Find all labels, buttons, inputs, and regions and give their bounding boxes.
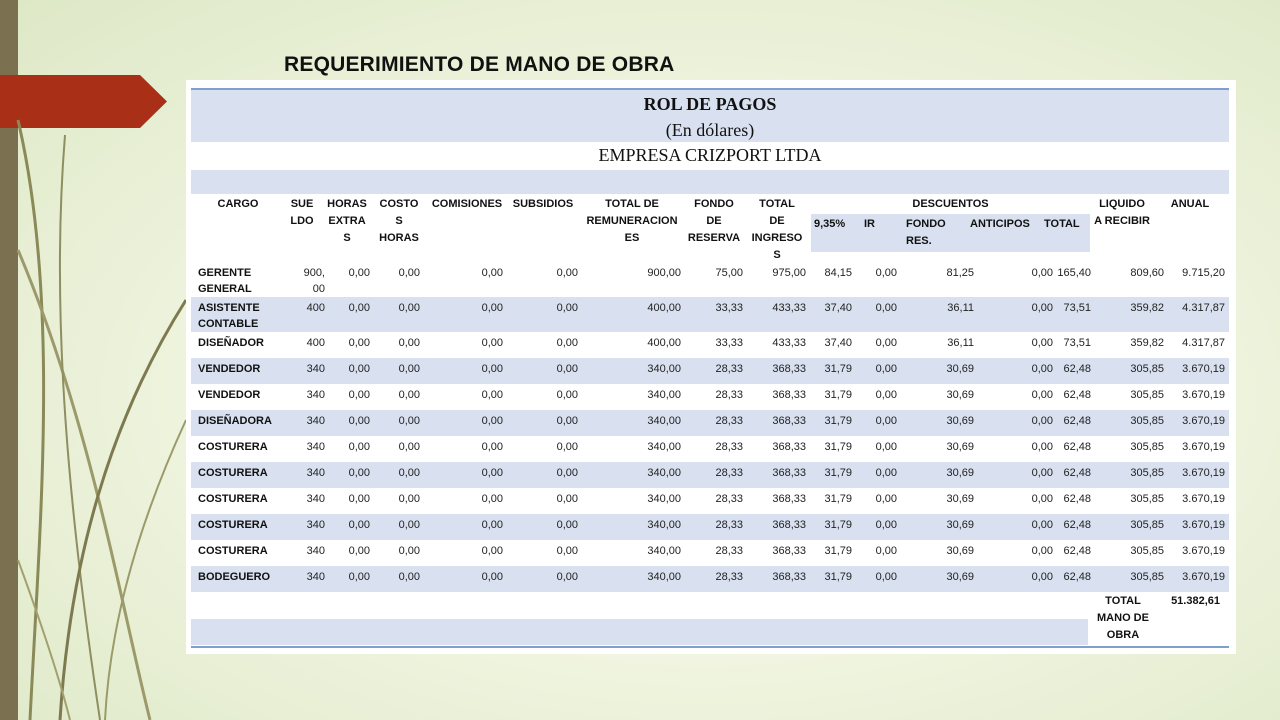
header-total-remuneraciones: TOTAL DE REMUNERACION ES bbox=[586, 198, 678, 244]
cell-value: 0,00 bbox=[348, 519, 370, 531]
cell-value: 0,00 bbox=[556, 302, 578, 314]
header-costo-horas: COSTO S HORAS bbox=[379, 198, 419, 244]
cell-value: 359,82 bbox=[1130, 337, 1164, 349]
cell-value: 340,00 bbox=[647, 363, 681, 375]
cell-value: 0,00 bbox=[875, 519, 897, 531]
cell-value: 3.670,19 bbox=[1182, 415, 1225, 427]
cell-value: 3.670,19 bbox=[1182, 493, 1225, 505]
cell-value: 37,40 bbox=[824, 337, 852, 349]
cell-value: 305,85 bbox=[1130, 519, 1164, 531]
cell-value: 368,33 bbox=[772, 363, 806, 375]
cell-value: 0,00 bbox=[398, 467, 420, 479]
cell-value: 0,00 bbox=[556, 363, 578, 375]
cell-value: 368,33 bbox=[772, 493, 806, 505]
cell-value: 0,00 bbox=[556, 493, 578, 505]
table-row bbox=[191, 358, 1229, 384]
cell-value: 3.670,19 bbox=[1182, 545, 1225, 557]
cell-value: 305,85 bbox=[1130, 571, 1164, 583]
cell-value: 340,00 bbox=[647, 389, 681, 401]
header-sueldo: SUE LDO bbox=[290, 198, 314, 227]
table-bottom-border bbox=[191, 646, 1229, 648]
cell-value: 28,33 bbox=[715, 389, 743, 401]
cell-value: 30,69 bbox=[946, 441, 974, 453]
table-row bbox=[191, 540, 1229, 566]
cell-value: 0,00 bbox=[398, 441, 420, 453]
cell-value: 305,85 bbox=[1130, 415, 1164, 427]
cell-value: 30,69 bbox=[946, 545, 974, 557]
cell-cargo: DISEÑADOR bbox=[198, 337, 265, 349]
cell-value: 340,00 bbox=[647, 571, 681, 583]
cell-value: 0,00 bbox=[1031, 415, 1053, 427]
cell-value: 31,79 bbox=[824, 493, 852, 505]
cell-value: 368,33 bbox=[772, 467, 806, 479]
cell-value: 62,48 bbox=[1063, 519, 1091, 531]
cell-value: 340 bbox=[306, 415, 325, 427]
cell-value: 0,00 bbox=[875, 441, 897, 453]
cell-value: 0,00 bbox=[1031, 441, 1053, 453]
cell-value: 359,82 bbox=[1130, 302, 1164, 314]
cell-value: 368,33 bbox=[772, 545, 806, 557]
cell-value: 3.670,19 bbox=[1182, 571, 1225, 583]
cell-value: 305,85 bbox=[1130, 545, 1164, 557]
cell-value: 0,00 bbox=[398, 389, 420, 401]
cell-value: 433,33 bbox=[772, 302, 806, 314]
cell-value: 0,00 bbox=[481, 493, 503, 505]
cell-cargo: COSTURERA bbox=[198, 545, 268, 557]
cell-value: 368,33 bbox=[772, 519, 806, 531]
header-desc-total: TOTAL bbox=[1044, 218, 1080, 230]
cell-value: 0,00 bbox=[348, 493, 370, 505]
cell-value: 62,48 bbox=[1063, 467, 1091, 479]
header-liquido: LIQUIDO A RECIBIR bbox=[1094, 198, 1150, 227]
cell-value: 0,00 bbox=[875, 302, 897, 314]
cell-value: 0,00 bbox=[481, 571, 503, 583]
cell-value: 31,79 bbox=[824, 519, 852, 531]
cell-value: 30,69 bbox=[946, 571, 974, 583]
cell-value: 0,00 bbox=[398, 571, 420, 583]
cell-value: 0,00 bbox=[481, 363, 503, 375]
cell-value: 31,79 bbox=[824, 415, 852, 427]
cell-value: 0,00 bbox=[481, 519, 503, 531]
cell-value: 340 bbox=[306, 389, 325, 401]
cell-value: 30,69 bbox=[946, 519, 974, 531]
cell-value: 340,00 bbox=[647, 415, 681, 427]
cell-value: 30,69 bbox=[946, 493, 974, 505]
table-subtitle: (En dólares) bbox=[191, 118, 1229, 142]
cell-value: 28,33 bbox=[715, 415, 743, 427]
cell-value: 340 bbox=[306, 519, 325, 531]
cell-value: 0,00 bbox=[1031, 337, 1053, 349]
cell-cargo: VENDEDOR bbox=[198, 389, 261, 401]
cell-value: 28,33 bbox=[715, 493, 743, 505]
table-row bbox=[191, 332, 1229, 358]
table-row bbox=[191, 410, 1229, 436]
total-label: TOTAL MANO DE OBRA bbox=[1097, 595, 1149, 641]
cell-value: 4.317,87 bbox=[1182, 337, 1225, 349]
cell-value: 433,33 bbox=[772, 337, 806, 349]
table-body bbox=[191, 262, 1229, 592]
cell-value: 0,00 bbox=[398, 337, 420, 349]
cell-value: 0,00 bbox=[348, 545, 370, 557]
cell-value: 0,00 bbox=[1031, 519, 1053, 531]
cell-value: 0,00 bbox=[398, 363, 420, 375]
cell-value: 30,69 bbox=[946, 389, 974, 401]
cell-value: 0,00 bbox=[875, 467, 897, 479]
cell-value: 305,85 bbox=[1130, 363, 1164, 375]
table-row bbox=[191, 262, 1229, 297]
cell-value: 0,00 bbox=[348, 363, 370, 375]
cell-value: 28,33 bbox=[715, 441, 743, 453]
cell-value: 0,00 bbox=[875, 545, 897, 557]
cell-value: 340 bbox=[306, 493, 325, 505]
cell-value: 28,33 bbox=[715, 571, 743, 583]
cell-value: 340,00 bbox=[647, 493, 681, 505]
cell-value: 400,00 bbox=[647, 337, 681, 349]
cell-value: 3.670,19 bbox=[1182, 389, 1225, 401]
cell-value: 0,00 bbox=[1031, 302, 1053, 314]
cell-value: 28,33 bbox=[715, 363, 743, 375]
cell-value: 62,48 bbox=[1063, 545, 1091, 557]
cell-value: 305,85 bbox=[1130, 493, 1164, 505]
cell-value: 62,48 bbox=[1063, 493, 1091, 505]
cell-value: 28,33 bbox=[715, 545, 743, 557]
cell-cargo: COSTURERA bbox=[198, 519, 268, 531]
cell-value: 0,00 bbox=[481, 302, 503, 314]
cell-value: 31,79 bbox=[824, 441, 852, 453]
cell-value: 62,48 bbox=[1063, 441, 1091, 453]
cell-value: 340 bbox=[306, 571, 325, 583]
cell-value: 0,00 bbox=[348, 571, 370, 583]
header-subsidios: SUBSIDIOS bbox=[512, 198, 574, 210]
cell-value: 0,00 bbox=[398, 493, 420, 505]
cell-value: 0,00 bbox=[481, 267, 503, 279]
cell-value: 0,00 bbox=[348, 441, 370, 453]
cell-value: 30,69 bbox=[946, 467, 974, 479]
cell-value: 0,00 bbox=[348, 337, 370, 349]
cell-value: 340,00 bbox=[647, 441, 681, 453]
cell-value: 0,00 bbox=[875, 363, 897, 375]
cell-value: 340 bbox=[306, 545, 325, 557]
table-title: ROL DE PAGOS bbox=[191, 88, 1229, 118]
cell-value: 31,79 bbox=[824, 389, 852, 401]
cell-value: 0,00 bbox=[556, 415, 578, 427]
header-fondo-reserva: FONDO DE RESERVA bbox=[687, 198, 741, 244]
cell-value: 0,00 bbox=[875, 389, 897, 401]
cell-cargo: COSTURERA bbox=[198, 467, 268, 479]
cell-value: 0,00 bbox=[348, 302, 370, 314]
cell-value: 0,00 bbox=[875, 415, 897, 427]
total-stripe bbox=[191, 619, 1088, 645]
header-desc-anticipos: ANTICIPOS bbox=[970, 218, 1030, 230]
cell-value: 368,33 bbox=[772, 389, 806, 401]
cell-value: 84,15 bbox=[824, 267, 852, 279]
table-row bbox=[191, 384, 1229, 410]
cell-value: 0,00 bbox=[398, 545, 420, 557]
cell-value: 30,69 bbox=[946, 415, 974, 427]
cell-value: 0,00 bbox=[556, 337, 578, 349]
cell-cargo: COSTURERA bbox=[198, 493, 268, 505]
cell-value: 0,00 bbox=[556, 519, 578, 531]
header-total-ingresos: TOTAL DE INGRESO S bbox=[751, 198, 803, 261]
decorative-curves bbox=[0, 0, 190, 720]
cell-value: 368,33 bbox=[772, 441, 806, 453]
cell-value: 0,00 bbox=[398, 415, 420, 427]
cell-value: 340,00 bbox=[647, 545, 681, 557]
cell-value: 0,00 bbox=[1031, 571, 1053, 583]
cell-cargo: ASISTENTE CONTABLE bbox=[198, 302, 260, 330]
cell-value: 73,51 bbox=[1063, 302, 1091, 314]
cell-value: 62,48 bbox=[1063, 363, 1091, 375]
cell-value: 0,00 bbox=[556, 267, 578, 279]
cell-value: 0,00 bbox=[1031, 493, 1053, 505]
cell-value: 340,00 bbox=[647, 519, 681, 531]
cell-value: 305,85 bbox=[1130, 467, 1164, 479]
cell-value: 0,00 bbox=[348, 389, 370, 401]
cell-value: 340 bbox=[306, 467, 325, 479]
cell-value: 0,00 bbox=[1031, 363, 1053, 375]
cell-value: 3.670,19 bbox=[1182, 519, 1225, 531]
table-row bbox=[191, 514, 1229, 540]
cell-value: 31,79 bbox=[824, 571, 852, 583]
cell-value: 975,00 bbox=[772, 267, 806, 279]
cell-value: 31,79 bbox=[824, 467, 852, 479]
cell-value: 3.670,19 bbox=[1182, 363, 1225, 375]
cell-cargo: GERENTE GENERAL bbox=[198, 267, 252, 295]
cell-value: 75,00 bbox=[715, 267, 743, 279]
cell-value: 340 bbox=[306, 441, 325, 453]
slide-title: REQUERIMIENTO DE MANO DE OBRA bbox=[284, 53, 675, 76]
cell-value: 0,00 bbox=[481, 467, 503, 479]
cell-value: 0,00 bbox=[556, 389, 578, 401]
header-desc-ir: IR bbox=[864, 218, 875, 230]
cell-value: 0,00 bbox=[398, 267, 420, 279]
cell-value: 0,00 bbox=[556, 571, 578, 583]
header-desc-935: 9,35% bbox=[814, 218, 846, 230]
cell-value: 28,33 bbox=[715, 467, 743, 479]
cell-value: 0,00 bbox=[481, 389, 503, 401]
payroll-table bbox=[186, 80, 1236, 654]
cell-value: 900,00 bbox=[647, 267, 681, 279]
cell-value: 62,48 bbox=[1063, 415, 1091, 427]
cell-value: 4.317,87 bbox=[1182, 302, 1225, 314]
cell-value: 37,40 bbox=[824, 302, 852, 314]
cell-value: 36,11 bbox=[947, 302, 974, 314]
cell-value: 36,11 bbox=[947, 337, 974, 349]
cell-value: 28,33 bbox=[715, 519, 743, 531]
cell-value: 400 bbox=[306, 337, 325, 349]
cell-value: 31,79 bbox=[824, 545, 852, 557]
cell-value: 0,00 bbox=[875, 493, 897, 505]
cell-value: 0,00 bbox=[398, 519, 420, 531]
cell-value: 165,40 bbox=[1057, 267, 1091, 279]
cell-value: 0,00 bbox=[348, 467, 370, 479]
cell-value: 368,33 bbox=[772, 571, 806, 583]
cell-value: 3.670,19 bbox=[1182, 441, 1225, 453]
table-row bbox=[191, 462, 1229, 488]
cell-value: 368,33 bbox=[772, 415, 806, 427]
cell-value: 33,33 bbox=[715, 302, 743, 314]
header-descuentos: DESCUENTOS bbox=[912, 198, 989, 210]
cell-value: 0,00 bbox=[1031, 267, 1053, 279]
table-row bbox=[191, 436, 1229, 462]
cell-cargo: BODEGUERO bbox=[198, 571, 271, 583]
cell-value: 0,00 bbox=[1031, 389, 1053, 401]
cell-value: 400 bbox=[306, 302, 325, 314]
cell-value: 0,00 bbox=[875, 571, 897, 583]
company-name: EMPRESA CRIZPORT LTDA bbox=[191, 143, 1229, 168]
cell-value: 0,00 bbox=[348, 415, 370, 427]
header-anual: ANUAL bbox=[1170, 198, 1210, 210]
cell-value: 33,33 bbox=[715, 337, 743, 349]
cell-value: 0,00 bbox=[556, 545, 578, 557]
header-comisiones: COMISIONES bbox=[431, 198, 503, 210]
cell-value: 0,00 bbox=[875, 337, 897, 349]
total-value: 51.382,61 bbox=[1171, 595, 1220, 607]
blank-stripe bbox=[191, 170, 1229, 194]
header-horas-extras: HORAS EXTRA S bbox=[327, 198, 367, 244]
cell-value: 31,79 bbox=[824, 363, 852, 375]
cell-value: 0,00 bbox=[556, 441, 578, 453]
cell-cargo: VENDEDOR bbox=[198, 363, 261, 375]
cell-cargo: COSTURERA bbox=[198, 441, 268, 453]
cell-value: 340 bbox=[306, 363, 325, 375]
cell-value: 9.715,20 bbox=[1182, 267, 1225, 279]
cell-cargo: DISEÑADORA bbox=[198, 415, 272, 427]
cell-value: 305,85 bbox=[1130, 441, 1164, 453]
cell-value: 0,00 bbox=[348, 267, 370, 279]
cell-value: 305,85 bbox=[1130, 389, 1164, 401]
cell-value: 81,25 bbox=[946, 267, 974, 279]
cell-value: 0,00 bbox=[1031, 467, 1053, 479]
cell-value: 0,00 bbox=[398, 302, 420, 314]
table-row bbox=[191, 488, 1229, 514]
header-cargo: CARGO bbox=[217, 198, 259, 210]
cell-value: 900, 00 bbox=[303, 267, 325, 295]
cell-value: 809,60 bbox=[1130, 267, 1164, 279]
table-row bbox=[191, 297, 1229, 332]
cell-value: 340,00 bbox=[647, 467, 681, 479]
cell-value: 0,00 bbox=[481, 441, 503, 453]
cell-value: 0,00 bbox=[481, 337, 503, 349]
cell-value: 3.670,19 bbox=[1182, 467, 1225, 479]
cell-value: 73,51 bbox=[1063, 337, 1091, 349]
cell-value: 0,00 bbox=[875, 267, 897, 279]
cell-value: 30,69 bbox=[946, 363, 974, 375]
cell-value: 400,00 bbox=[647, 302, 681, 314]
cell-value: 0,00 bbox=[481, 545, 503, 557]
cell-value: 0,00 bbox=[481, 415, 503, 427]
cell-value: 0,00 bbox=[1031, 545, 1053, 557]
header-desc-fondo: FONDO RES. bbox=[906, 218, 946, 247]
cell-value: 0,00 bbox=[556, 467, 578, 479]
table-row bbox=[191, 566, 1229, 592]
cell-value: 62,48 bbox=[1063, 571, 1091, 583]
cell-value: 62,48 bbox=[1063, 389, 1091, 401]
